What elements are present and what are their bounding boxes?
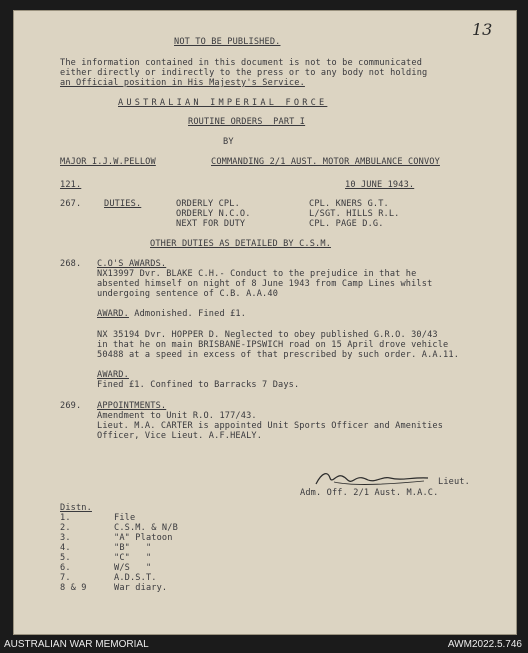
award-case-line: absented himself on night of 8 June 1943 from Camp Lines whilst	[97, 279, 433, 289]
author: MAJOR I.J.W.PELLOW	[60, 157, 156, 167]
duty-role: ORDERLY CPL.	[176, 199, 240, 209]
award-result	[97, 309, 246, 319]
restriction-notice: NOT TO BE PUBLISHED.	[174, 37, 281, 47]
appointments-number: 269.	[60, 401, 82, 411]
duty-role: NEXT FOR DUTY	[176, 219, 246, 229]
distribution-to: "B" "	[114, 543, 152, 553]
distribution-num: 6.	[60, 563, 71, 573]
footer-accession: AWM2022.5.746	[447, 639, 522, 650]
award-case-line: 50488 at a speed in excess of that prescribed by such order. A.A.11.	[97, 350, 460, 360]
document-title: ROUTINE ORDERS PART I	[188, 117, 306, 127]
duty-role: ORDERLY N.C.O.	[176, 209, 251, 219]
appointment-line: Officer, Vice Lieut. A.F.HEALY.	[97, 431, 263, 441]
duties-number: 267.	[60, 199, 82, 209]
distribution-num: 2.	[60, 523, 71, 533]
order-date: 10 JUNE 1943.	[345, 180, 415, 190]
award-case-line: in that he on main BRISBANE-IPSWICH road on 15 April drove vehicle	[97, 340, 449, 350]
notice-line-1: The information contained in this document is not to be communicated	[60, 58, 423, 68]
distribution-to: W/S "	[114, 563, 152, 573]
page-number: 13	[472, 20, 493, 39]
distribution-to: "A" Platoon	[114, 533, 173, 543]
appointment-line: Amendment to Unit R.O. 177/43.	[97, 411, 257, 421]
signature-rank: Lieut.	[438, 477, 470, 487]
awards-number: 268.	[60, 259, 82, 269]
award-case-line: undergoing sentence of C.B. A.A.40	[97, 289, 279, 299]
distribution-num: 1.	[60, 513, 71, 523]
appointments-heading: APPOINTMENTS.	[97, 401, 167, 411]
distribution-num: 3.	[60, 533, 71, 543]
other-duties: OTHER DUTIES AS DETAILED BY C.S.M.	[150, 239, 332, 249]
distribution-num: 4.	[60, 543, 71, 553]
by-label: BY	[223, 137, 234, 147]
distribution-num: 7.	[60, 573, 71, 583]
award-case-line: NX13997 Dvr. BLAKE C.H.- Conduct to the prejudice in that he	[97, 269, 417, 279]
awards-heading: C.O'S AWARDS.	[97, 259, 167, 269]
distribution-heading: Distn.	[60, 503, 92, 513]
duty-name: L/SGT. HILLS R.L.	[309, 209, 400, 219]
distribution-num: 8 & 9	[60, 583, 87, 593]
footer-institution: AUSTRALIAN WAR MEMORIAL	[4, 639, 149, 650]
command: COMMANDING 2/1 AUST. MOTOR AMBULANCE CONVOY	[211, 157, 440, 167]
award-case-line: NX 35194 Dvr. HOPPER D. Neglected to obey published G.R.O. 30/43	[97, 330, 438, 340]
distribution-to: File	[114, 513, 136, 523]
appointment-line: Lieut. M.A. CARTER is appointed Unit Sports Officer and Amenities	[97, 421, 444, 431]
duty-name: CPL. PAGE D.G.	[309, 219, 384, 229]
award-label: AWARD.	[97, 370, 129, 380]
distribution-to: C.S.M. & N/B	[114, 523, 178, 533]
notice-line-3: an Official position in His Majesty's Service.	[60, 78, 305, 88]
notice-line-2: either directly or indirectly to the press or to any body not holding	[60, 68, 428, 78]
award-label: AWARD.	[97, 309, 129, 319]
signature-office: Adm. Off. 2/1 Aust. M.A.C.	[300, 488, 439, 498]
distribution-num: 5.	[60, 553, 71, 563]
duties-heading: DUTIES.	[104, 199, 142, 209]
order-number: 121.	[60, 180, 82, 190]
distribution-to: "C" "	[114, 553, 152, 563]
duty-name: CPL. KNERS G.T.	[309, 199, 389, 209]
force-title: AUSTRALIAN IMPERIAL FORCE	[118, 98, 328, 108]
award-text: Fined £1. Confined to Barracks 7 Days.	[97, 380, 300, 390]
award-text: Admonished. Fined £1.	[128, 309, 247, 319]
distribution-to: A.D.S.T.	[114, 573, 157, 583]
distribution-to: War diary.	[114, 583, 168, 593]
handwritten-signature	[312, 468, 432, 490]
